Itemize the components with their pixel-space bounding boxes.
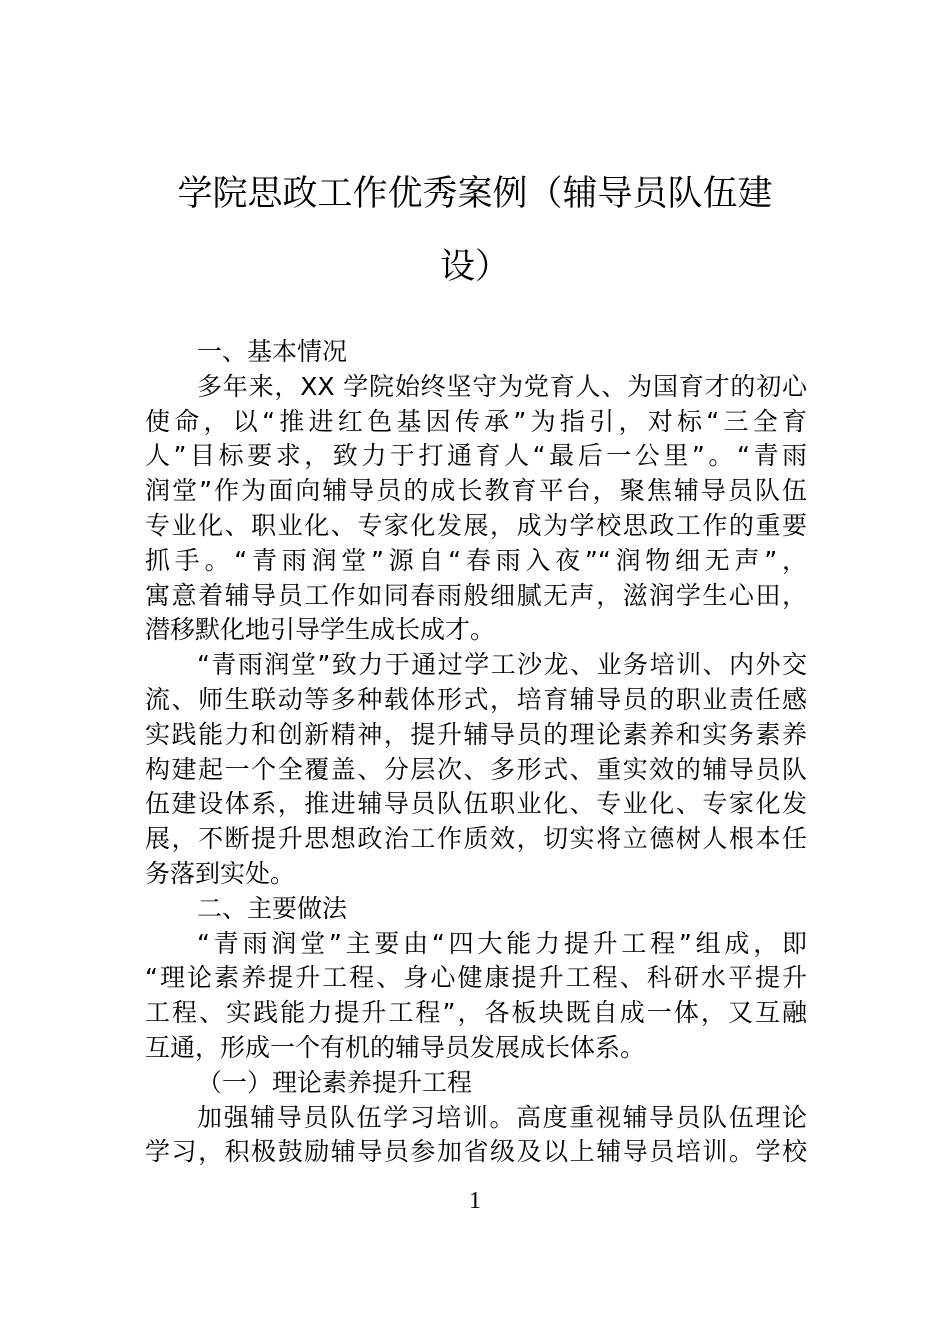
subsection-heading-theory: （一）理论素养提升工程 (197, 1067, 473, 1097)
paragraph-line: 抓手。“青雨润堂”源自“春雨入夜”“润物细无声”， (145, 545, 807, 575)
paragraph-line: 加强辅导员队伍学习培训。高度重视辅导员队伍理论 (197, 1102, 807, 1132)
paragraph-line: “青雨润堂”主要由“四大能力提升工程”组成，即 (197, 928, 807, 958)
paragraph-line: 流、师生联动等多种载体形式，培育辅导员的职业责任感 (145, 684, 807, 714)
title-line-1: 学院思政工作优秀案例（辅导员队伍建 (177, 174, 773, 214)
paragraph-line: 专业化、职业化、专家化发展，成为学校思政工作的重要 (145, 510, 807, 540)
section-heading-main-practices: 二、主要做法 (197, 893, 348, 923)
paragraph-line: 构建起一个全覆盖、分层次、多形式、重实效的辅导员队 (145, 754, 807, 784)
paragraph-line: 工程、实践能力提升工程”，各板块既自成一体，又互融 (145, 998, 807, 1028)
document-title (145, 158, 805, 304)
paragraph-line: 伍建设体系，推进辅导员队伍职业化、专业化、专家化发 (145, 789, 807, 819)
paragraph-line: 实践能力和创新精神，提升辅导员的理论素养和实务素养 (145, 719, 807, 749)
document-body (145, 335, 807, 1170)
paragraph-line: “理论素养提升工程、身心健康提升工程、科研水平提升 (145, 963, 807, 993)
paragraph-line: 多年来，XX 学院始终坚守为党育人、为国育才的初心 (197, 371, 807, 401)
paragraph-line: 潜移默化地引导学生成长成才。 (145, 615, 496, 645)
paragraph-line: 学习，积极鼓励辅导员参加省级及以上辅导员培训。学校 (145, 1137, 807, 1167)
section-heading-basic-situation: 一、基本情况 (197, 337, 348, 366)
paragraph-line: 互通，形成一个有机的辅导员发展成长体系。 (145, 1032, 646, 1062)
paragraph-line: 寓意着辅导员工作如同春雨般细腻无声，滋润学生心田， (145, 580, 807, 610)
paragraph-line: “青雨润堂”致力于通过学工沙龙、业务培训、内外交 (197, 650, 807, 680)
paragraph-line: 润堂”作为面向辅导员的成长教育平台，聚焦辅导员队伍 (145, 476, 807, 506)
page-number: 1 (469, 1188, 481, 1214)
paragraph-line: 展，不断提升思想政治工作质效，切实将立德树人根本任 (145, 824, 807, 854)
paragraph-line: 务落到实处。 (145, 858, 296, 888)
title-line-2: 设） (439, 247, 510, 287)
paragraph-line: 人”目标要求，致力于打通育人“最后一公里”。“青雨 (145, 441, 807, 471)
paragraph-line: 使命，以“推进红色基因传承”为指引，对标“三全育 (145, 406, 807, 436)
